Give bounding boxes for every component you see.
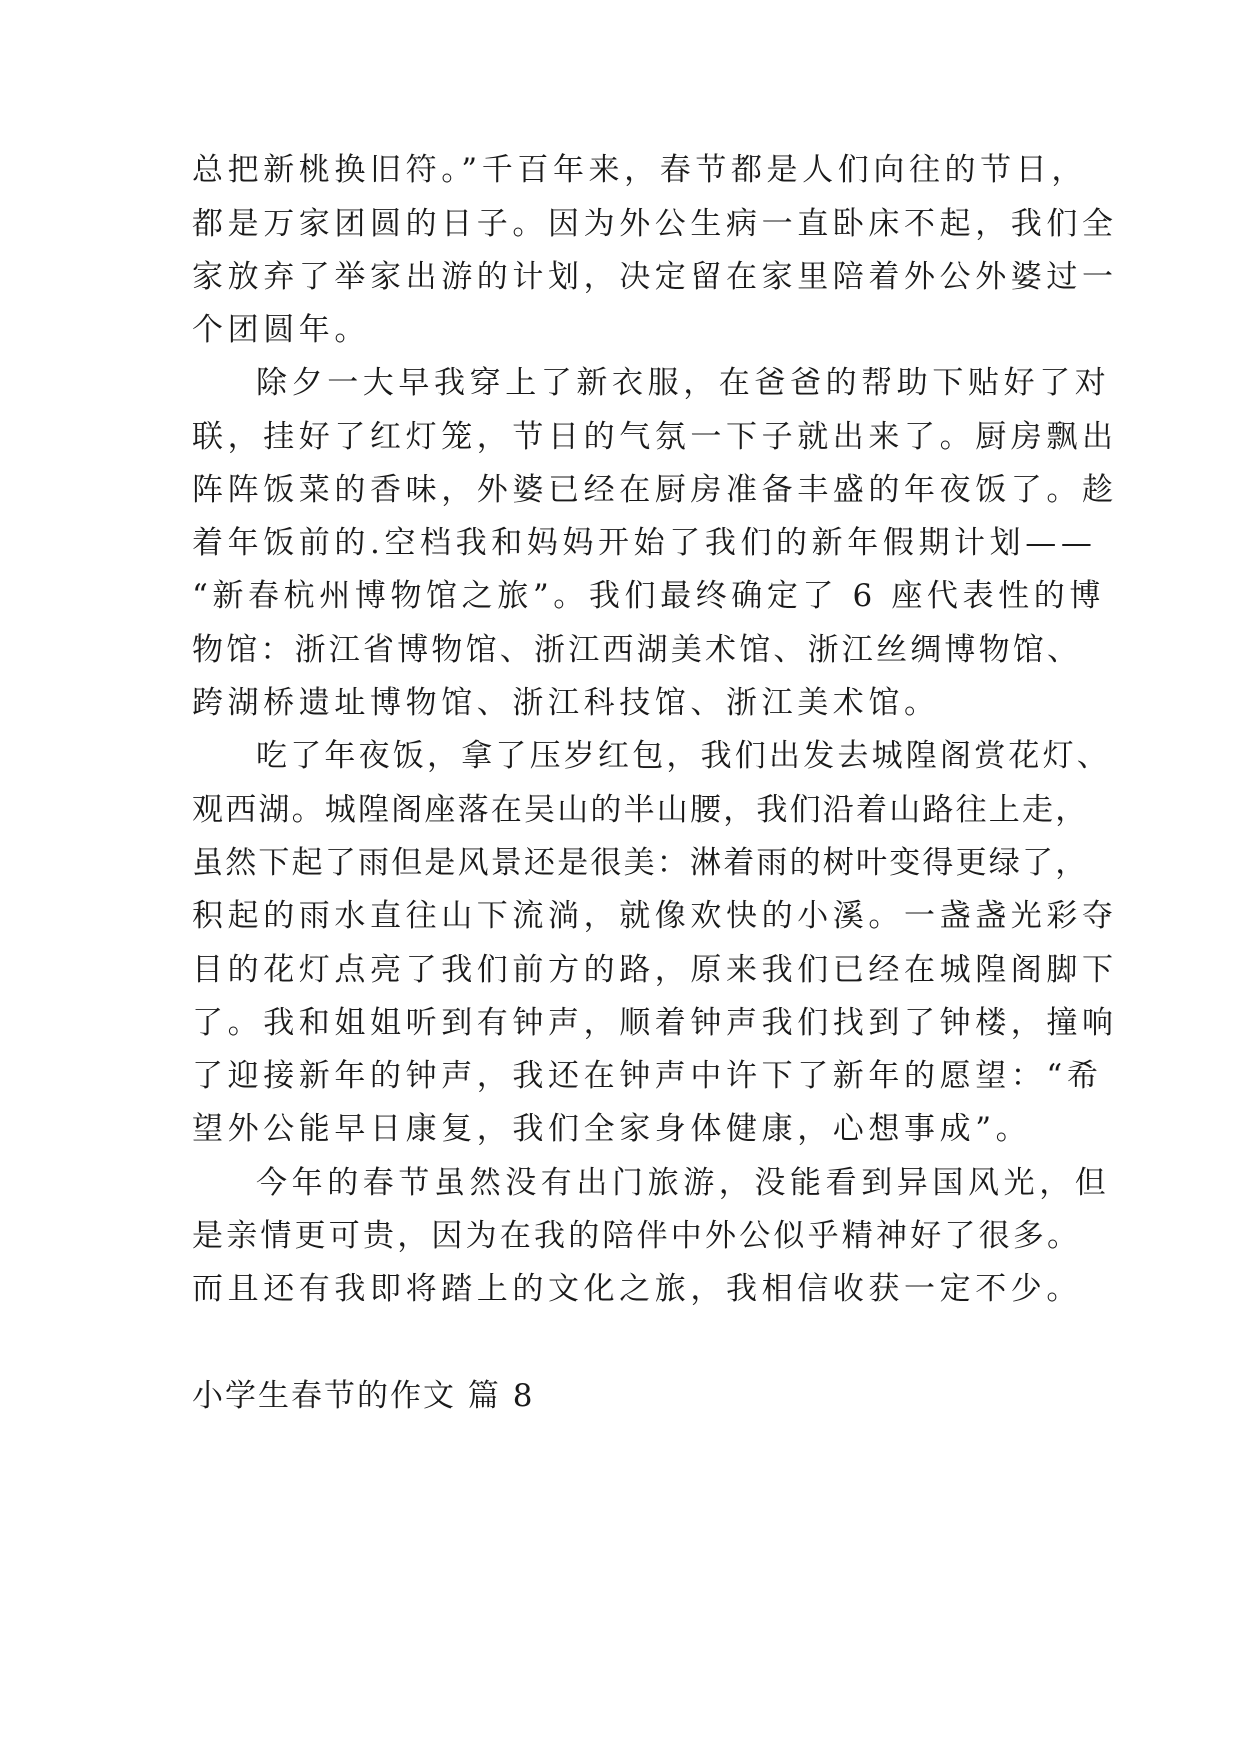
paragraph-2-line-7: 跨湖桥遗址博物馆、浙江科技馆、浙江美术馆。 — [192, 685, 940, 721]
paragraph-1-line-4: 个团圆年。 — [192, 312, 370, 348]
paragraph-3-line-4: 积起的雨水直往山下流淌，就像欢快的小溪。一盏盏光彩夺 — [192, 898, 1118, 934]
paragraph-3-line-6: 了。我和姐姐听到有钟声，顺着钟声我们找到了钟楼，撞响 — [192, 1005, 1118, 1041]
paragraph-2-line-1: 除夕一大早我穿上了新衣服，在爸爸的帮助下贴好了对 — [256, 365, 1111, 401]
section-heading: 小学生春节的作文 篇 8 — [192, 1378, 535, 1414]
paragraph-3-line-1: 吃了年夜饭，拿了压岁红包，我们出发去城隍阁赏花灯、 — [256, 738, 1111, 774]
paragraph-1-line-2: 都是万家团圆的日子。因为外公生病一直卧床不起，我们全 — [192, 206, 1118, 242]
paragraph-2-line-5: “新春杭州博物馆之旅”。我们最终确定了 6 座代表性的博 — [192, 578, 1105, 614]
paragraph-2-line-2: 联，挂好了红灯笼，节日的气氛一下子就出来了。厨房飘出 — [192, 419, 1118, 455]
paragraph-1-line-3: 家放弃了举家出游的计划，决定留在家里陪着外公外婆过一 — [192, 259, 1118, 295]
paragraph-3-line-7: 了迎接新年的钟声，我还在钟声中许下了新年的愿望：“希 — [192, 1058, 1103, 1094]
paragraph-3-line-2: 观西湖。城隍阁座落在吴山的半山腰，我们沿着山路往上走， — [192, 792, 1089, 828]
paragraph-4-line-2: 是亲情更可贵，因为在我的陪伴中外公似乎精神好了很多。 — [192, 1218, 1082, 1254]
paragraph-3-line-5: 目的花灯点亮了我们前方的路，原来我们已经在城隍阁脚下 — [192, 952, 1118, 988]
paragraph-2-line-3: 阵阵饭菜的香味，外婆已经在厨房准备丰盛的年夜饭了。趁 — [192, 472, 1118, 508]
paragraph-1-line-1: 总把新桃换旧符。”千百年来，春节都是人们向往的节日， — [192, 152, 1087, 188]
paragraph-3-line-8: 望外公能早日康复，我们全家身体健康，心想事成”。 — [192, 1111, 1032, 1147]
paragraph-2-line-4: 着年饭前的.空档我和妈妈开始了我们的新年假期计划—— — [192, 525, 1097, 561]
paragraph-4-line-1: 今年的春节虽然没有出门旅游，没能看到异国风光，但 — [256, 1165, 1111, 1201]
paragraph-2-line-6: 物馆：浙江省博物馆、浙江西湖美术馆、浙江丝绸博物馆、 — [192, 632, 1082, 668]
paragraph-3-line-3: 虽然下起了雨但是风景还是很美：淋着雨的树叶变得更绿了， — [192, 845, 1089, 881]
paragraph-4-line-3: 而且还有我即将踏上的文化之旅，我相信收获一定不少。 — [192, 1271, 1082, 1307]
